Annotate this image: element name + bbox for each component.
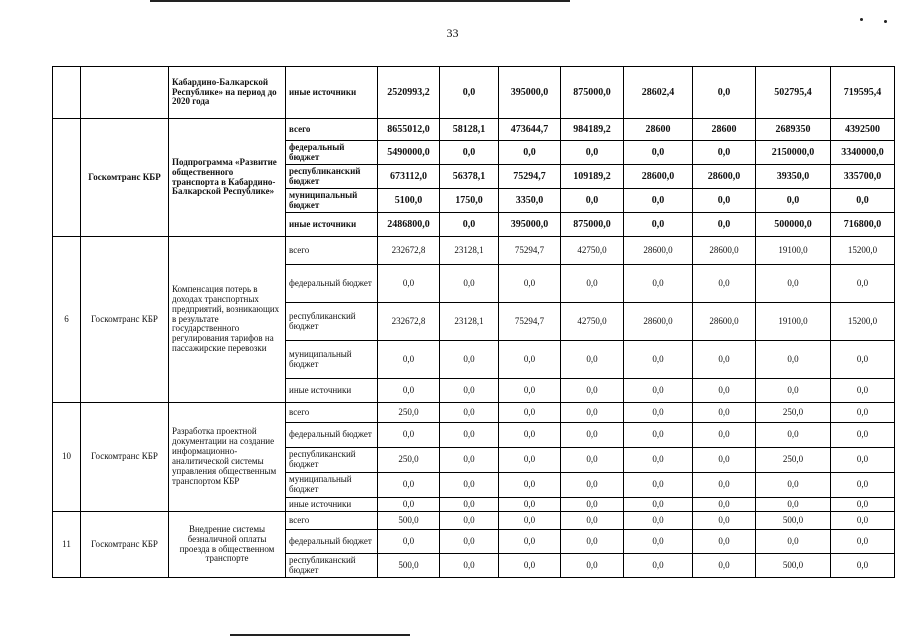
amount-cell: 0,0	[756, 341, 831, 379]
amount-cell: 0,0	[499, 498, 561, 512]
funding-source: республиканский бюджет	[286, 165, 378, 189]
amount-cell: 0,0	[624, 379, 693, 403]
amount-cell: 0,0	[499, 423, 561, 448]
amount-cell: 0,0	[561, 498, 624, 512]
amount-cell: 500,0	[756, 554, 831, 578]
amount-cell: 0,0	[831, 341, 895, 379]
amount-cell: 0,0	[561, 448, 624, 473]
table-row	[53, 512, 895, 530]
amount-cell: 0,0	[831, 473, 895, 498]
table-row	[53, 67, 895, 119]
amount-cell: 0,0	[440, 423, 499, 448]
amount-cell: 5490000,0	[378, 141, 440, 165]
amount-cell: 23128,1	[440, 303, 499, 341]
amount-cell: 0,0	[756, 189, 831, 213]
amount-cell: 0,0	[831, 189, 895, 213]
amount-cell: 0,0	[831, 498, 895, 512]
funding-source: республиканский бюджет	[286, 554, 378, 578]
amount-cell: 0,0	[499, 554, 561, 578]
amount-cell: 0,0	[440, 265, 499, 303]
amount-cell: 19100,0	[756, 237, 831, 265]
amount-cell: 28600	[624, 119, 693, 141]
amount-cell: 23128,1	[440, 237, 499, 265]
responsible-organization: Госкомтранс КБР	[81, 403, 169, 512]
responsible-organization: Госкомтранс КБР	[81, 119, 169, 237]
amount-cell: 673112,0	[378, 165, 440, 189]
funding-source: иные источники	[286, 67, 378, 119]
amount-cell: 0,0	[693, 448, 756, 473]
amount-cell: 0,0	[561, 141, 624, 165]
funding-source: муниципальный бюджет	[286, 473, 378, 498]
amount-cell: 0,0	[831, 265, 895, 303]
amount-cell: 0,0	[624, 141, 693, 165]
amount-cell: 0,0	[440, 141, 499, 165]
amount-cell: 0,0	[440, 448, 499, 473]
amount-cell: 3350,0	[499, 189, 561, 213]
scan-artifact-top	[150, 0, 570, 2]
amount-cell: 984189,2	[561, 119, 624, 141]
measure-name: Подпрограмма «Развитие общественного транспорта в Кабардино-Балкарской Республике»	[169, 119, 286, 237]
amount-cell: 395000,0	[499, 67, 561, 119]
amount-cell: 0,0	[693, 189, 756, 213]
table-row	[53, 237, 895, 265]
amount-cell: 0,0	[440, 67, 499, 119]
amount-cell: 0,0	[693, 498, 756, 512]
amount-cell: 0,0	[561, 379, 624, 403]
amount-cell: 250,0	[378, 448, 440, 473]
responsible-organization: Госкомтранс КБР	[81, 237, 169, 403]
measure-name: Внедрение системы безналичной оплаты проезда в общественном транспорте	[169, 512, 286, 578]
amount-cell: 1750,0	[440, 189, 499, 213]
amount-cell: 0,0	[756, 423, 831, 448]
amount-cell: 75294,7	[499, 303, 561, 341]
amount-cell: 56378,1	[440, 165, 499, 189]
amount-cell: 109189,2	[561, 165, 624, 189]
funding-source: муниципальный бюджет	[286, 189, 378, 213]
amount-cell: 0,0	[831, 530, 895, 554]
amount-cell: 473644,7	[499, 119, 561, 141]
funding-source: муниципальный бюджет	[286, 341, 378, 379]
amount-cell: 0,0	[624, 498, 693, 512]
row-index: 11	[53, 512, 81, 578]
amount-cell: 0,0	[756, 379, 831, 403]
amount-cell: 0,0	[561, 554, 624, 578]
funding-source: всего	[286, 403, 378, 423]
amount-cell: 28600	[693, 119, 756, 141]
amount-cell: 335700,0	[831, 165, 895, 189]
funding-source: иные источники	[286, 379, 378, 403]
amount-cell: 0,0	[624, 530, 693, 554]
scan-artifact-dot	[884, 20, 887, 23]
amount-cell: 0,0	[693, 530, 756, 554]
amount-cell: 0,0	[693, 403, 756, 423]
amount-cell: 0,0	[693, 265, 756, 303]
amount-cell: 42750,0	[561, 303, 624, 341]
amount-cell: 0,0	[693, 554, 756, 578]
amount-cell: 28600,0	[693, 165, 756, 189]
amount-cell: 0,0	[561, 341, 624, 379]
amount-cell: 232672,8	[378, 303, 440, 341]
amount-cell: 0,0	[624, 189, 693, 213]
amount-cell: 28600,0	[624, 237, 693, 265]
budget-table	[52, 66, 895, 578]
amount-cell: 0,0	[499, 141, 561, 165]
amount-cell: 0,0	[378, 265, 440, 303]
responsible-organization: Госкомтранс КБР	[81, 512, 169, 578]
amount-cell: 28600,0	[693, 303, 756, 341]
amount-cell: 0,0	[831, 512, 895, 530]
amount-cell: 0,0	[624, 448, 693, 473]
amount-cell: 0,0	[561, 423, 624, 448]
funding-source: иные источники	[286, 498, 378, 512]
amount-cell: 0,0	[378, 473, 440, 498]
amount-cell: 500,0	[378, 512, 440, 530]
amount-cell: 500,0	[378, 554, 440, 578]
amount-cell: 0,0	[440, 403, 499, 423]
amount-cell: 250,0	[756, 448, 831, 473]
amount-cell: 0,0	[561, 512, 624, 530]
amount-cell: 0,0	[693, 141, 756, 165]
amount-cell: 232672,8	[378, 237, 440, 265]
amount-cell: 0,0	[756, 473, 831, 498]
amount-cell: 0,0	[831, 423, 895, 448]
budget-table-body	[53, 67, 895, 578]
amount-cell: 0,0	[440, 379, 499, 403]
amount-cell: 0,0	[693, 512, 756, 530]
amount-cell: 0,0	[624, 265, 693, 303]
funding-source: республиканский бюджет	[286, 303, 378, 341]
measure-name: Разработка проектной документации на создание информационно-аналитической системы управления общественным транспортом КБР	[169, 403, 286, 512]
amount-cell: 0,0	[440, 473, 499, 498]
amount-cell: 28602,4	[624, 67, 693, 119]
amount-cell: 875000,0	[561, 213, 624, 237]
amount-cell: 15200,0	[831, 237, 895, 265]
amount-cell: 3340000,0	[831, 141, 895, 165]
scan-artifact-bottom	[230, 634, 410, 636]
amount-cell: 0,0	[378, 498, 440, 512]
amount-cell: 0,0	[624, 213, 693, 237]
amount-cell: 0,0	[499, 448, 561, 473]
amount-cell: 0,0	[499, 403, 561, 423]
amount-cell: 0,0	[440, 554, 499, 578]
amount-cell: 0,0	[440, 512, 499, 530]
amount-cell: 0,0	[561, 473, 624, 498]
table-row	[53, 119, 895, 141]
funding-source: иные источники	[286, 213, 378, 237]
amount-cell: 0,0	[378, 530, 440, 554]
amount-cell: 0,0	[561, 265, 624, 303]
amount-cell: 875000,0	[561, 67, 624, 119]
amount-cell: 0,0	[693, 423, 756, 448]
measure-name: Кабардино-Балкарской Республике» на период до 2020 года	[169, 67, 286, 119]
amount-cell: 0,0	[831, 403, 895, 423]
amount-cell: 0,0	[378, 423, 440, 448]
amount-cell: 28600,0	[624, 303, 693, 341]
amount-cell: 58128,1	[440, 119, 499, 141]
amount-cell: 0,0	[624, 403, 693, 423]
amount-cell: 0,0	[693, 67, 756, 119]
row-index: 6	[53, 237, 81, 403]
amount-cell: 28600,0	[624, 165, 693, 189]
amount-cell: 719595,4	[831, 67, 895, 119]
funding-source: федеральный бюджет	[286, 141, 378, 165]
page-number: 33	[446, 26, 459, 40]
amount-cell: 0,0	[693, 473, 756, 498]
amount-cell: 75294,7	[499, 237, 561, 265]
amount-cell: 8655012,0	[378, 119, 440, 141]
amount-cell: 716800,0	[831, 213, 895, 237]
row-index	[53, 67, 81, 119]
amount-cell: 4392500	[831, 119, 895, 141]
amount-cell: 250,0	[378, 403, 440, 423]
amount-cell: 0,0	[561, 189, 624, 213]
amount-cell: 0,0	[499, 341, 561, 379]
amount-cell: 0,0	[440, 530, 499, 554]
responsible-organization	[81, 67, 169, 119]
amount-cell: 0,0	[693, 213, 756, 237]
amount-cell: 0,0	[624, 554, 693, 578]
amount-cell: 75294,7	[499, 165, 561, 189]
amount-cell: 0,0	[499, 530, 561, 554]
amount-cell: 28600,0	[693, 237, 756, 265]
amount-cell: 0,0	[624, 512, 693, 530]
amount-cell: 0,0	[624, 473, 693, 498]
funding-source: федеральный бюджет	[286, 530, 378, 554]
funding-source: республиканский бюджет	[286, 448, 378, 473]
amount-cell: 500000,0	[756, 213, 831, 237]
funding-source: всего	[286, 119, 378, 141]
amount-cell: 0,0	[499, 473, 561, 498]
amount-cell: 0,0	[378, 341, 440, 379]
funding-source: всего	[286, 512, 378, 530]
amount-cell: 2689350	[756, 119, 831, 141]
measure-name: Компенсация потерь в доходах транспортных предприятий, возникающих в результате государственного регулирования тарифов на пассажирские перевозки	[169, 237, 286, 403]
amount-cell: 395000,0	[499, 213, 561, 237]
amount-cell: 0,0	[624, 341, 693, 379]
amount-cell: 0,0	[440, 341, 499, 379]
amount-cell: 0,0	[561, 530, 624, 554]
amount-cell: 0,0	[499, 512, 561, 530]
table-row	[53, 403, 895, 423]
amount-cell: 0,0	[693, 379, 756, 403]
amount-cell: 5100,0	[378, 189, 440, 213]
amount-cell: 39350,0	[756, 165, 831, 189]
amount-cell: 500,0	[756, 512, 831, 530]
amount-cell: 0,0	[831, 379, 895, 403]
amount-cell: 0,0	[624, 423, 693, 448]
amount-cell: 15200,0	[831, 303, 895, 341]
amount-cell: 0,0	[756, 265, 831, 303]
amount-cell: 19100,0	[756, 303, 831, 341]
amount-cell: 0,0	[693, 341, 756, 379]
amount-cell: 0,0	[499, 265, 561, 303]
amount-cell: 502795,4	[756, 67, 831, 119]
amount-cell: 0,0	[756, 498, 831, 512]
amount-cell: 2486800,0	[378, 213, 440, 237]
amount-cell: 0,0	[440, 213, 499, 237]
amount-cell: 0,0	[831, 448, 895, 473]
amount-cell: 0,0	[499, 379, 561, 403]
amount-cell: 250,0	[756, 403, 831, 423]
scan-artifact-dot	[860, 18, 863, 21]
amount-cell: 0,0	[378, 379, 440, 403]
amount-cell: 0,0	[756, 530, 831, 554]
funding-source: федеральный бюджет	[286, 423, 378, 448]
funding-source: федеральный бюджет	[286, 265, 378, 303]
row-index	[53, 119, 81, 237]
amount-cell: 0,0	[561, 403, 624, 423]
row-index: 10	[53, 403, 81, 512]
funding-source: всего	[286, 237, 378, 265]
amount-cell: 2150000,0	[756, 141, 831, 165]
amount-cell: 0,0	[831, 554, 895, 578]
amount-cell: 42750,0	[561, 237, 624, 265]
amount-cell: 2520993,2	[378, 67, 440, 119]
amount-cell: 0,0	[440, 498, 499, 512]
